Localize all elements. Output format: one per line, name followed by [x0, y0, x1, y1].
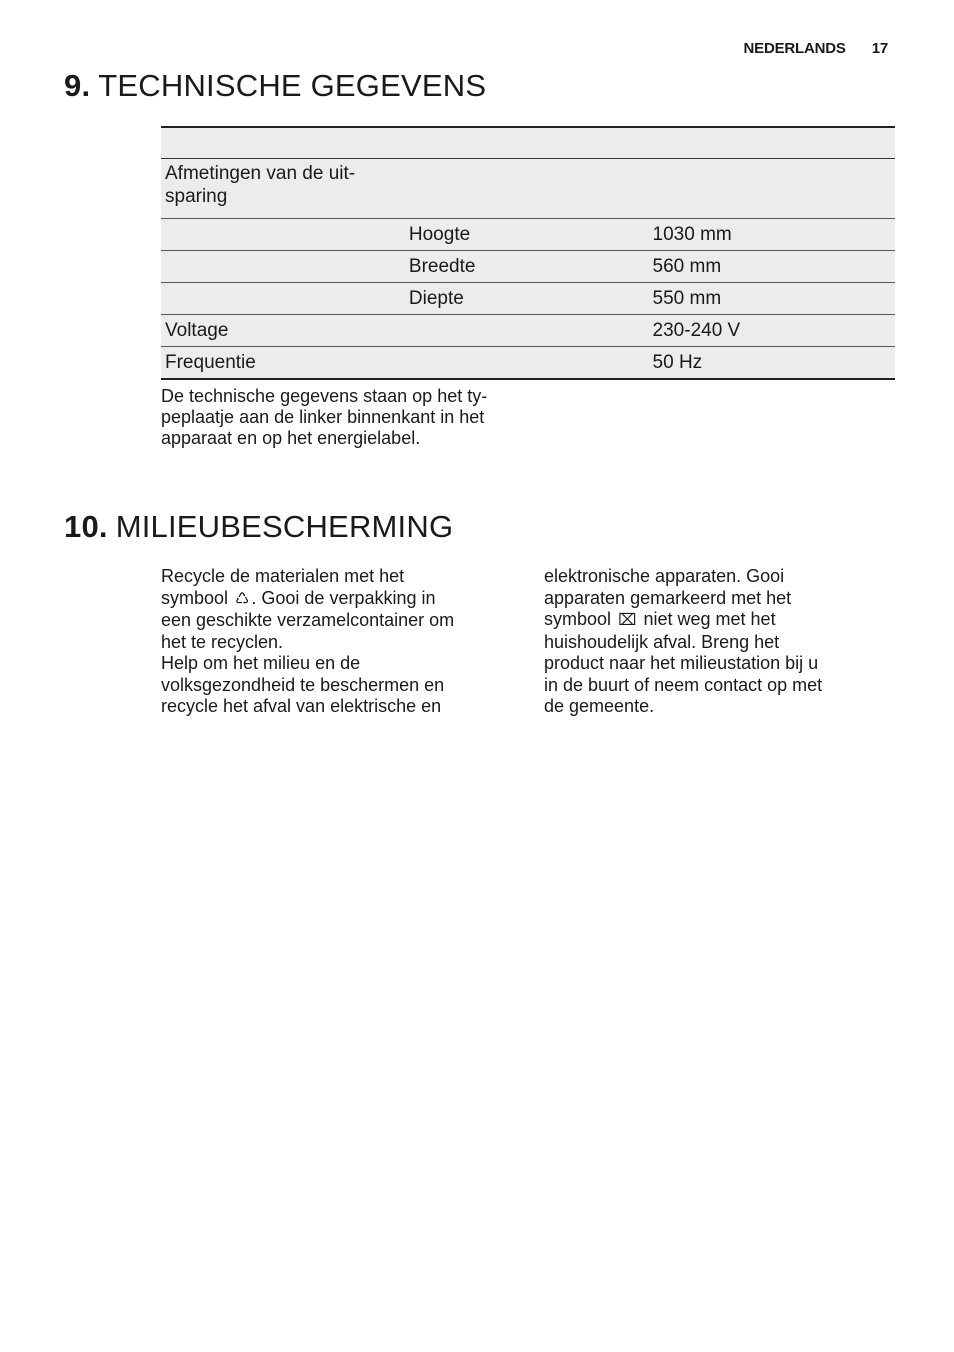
table-cell: Voltage	[161, 315, 405, 347]
technical-data-table	[161, 126, 895, 380]
recycle-icon: ♺	[235, 590, 250, 608]
table-cell	[405, 315, 649, 347]
table-cell: 550 mm	[649, 283, 895, 315]
section-number: 9.	[64, 68, 91, 103]
environment-text-left: Recycle de materialen met het symbool ♺ . Gooi de verpakking in een geschikte verzamelcontainer om het te recyclen. Help om het milieu en de volksgezondheid te beschermen en recycle het afval van elektrische en	[161, 566, 455, 716]
type-plate-note: De technische gegevens staan op het ty- peplaatje aan de linker binnenkant in het apparaat en op het energielabel.	[161, 386, 488, 448]
section-title-text: MILIEUBESCHERMING	[115, 509, 454, 544]
table-cell: Frequentie	[161, 347, 405, 380]
table-row	[161, 347, 895, 380]
table-row	[161, 251, 895, 283]
table-cell: Afmetingen van de uit- sparing	[161, 159, 405, 219]
table-cell	[649, 159, 895, 219]
section-title-environment	[64, 509, 453, 545]
table-cell	[405, 159, 649, 219]
table-cell: 230-240 V	[649, 315, 895, 347]
table-cell: 560 mm	[649, 251, 895, 283]
table-cell: 1030 mm	[649, 219, 895, 251]
section-title-text: TECHNISCHE GEGEVENS	[98, 68, 487, 103]
section-number: 10.	[64, 509, 108, 544]
environment-text-right: elektronische apparaten. Gooi apparaten gemarkeerd met het symbool ⌧ niet weg met het huishoudelijk afval. Breng het product naar het milieustation bij u in de buurt of neem contact op met de gemeente.	[544, 566, 823, 716]
table-cell	[161, 283, 405, 315]
table-row	[161, 283, 895, 315]
header-language: NEDERLANDS	[743, 40, 846, 57]
page-number: 17	[871, 40, 888, 57]
table-row	[161, 315, 895, 347]
page-header	[744, 40, 888, 57]
table-row	[161, 159, 895, 219]
crossed-bin-icon: ⌧	[618, 612, 637, 629]
section-title-technical-data	[64, 68, 486, 104]
table-header-row	[161, 127, 895, 159]
table-cell: Diepte	[405, 283, 649, 315]
table-cell	[405, 347, 649, 380]
table-cell: Hoogte	[405, 219, 649, 251]
table-cell	[161, 219, 405, 251]
table-cell: Breedte	[405, 251, 649, 283]
table-cell	[161, 251, 405, 283]
table-cell: 50 Hz	[649, 347, 895, 380]
table-row	[161, 219, 895, 251]
